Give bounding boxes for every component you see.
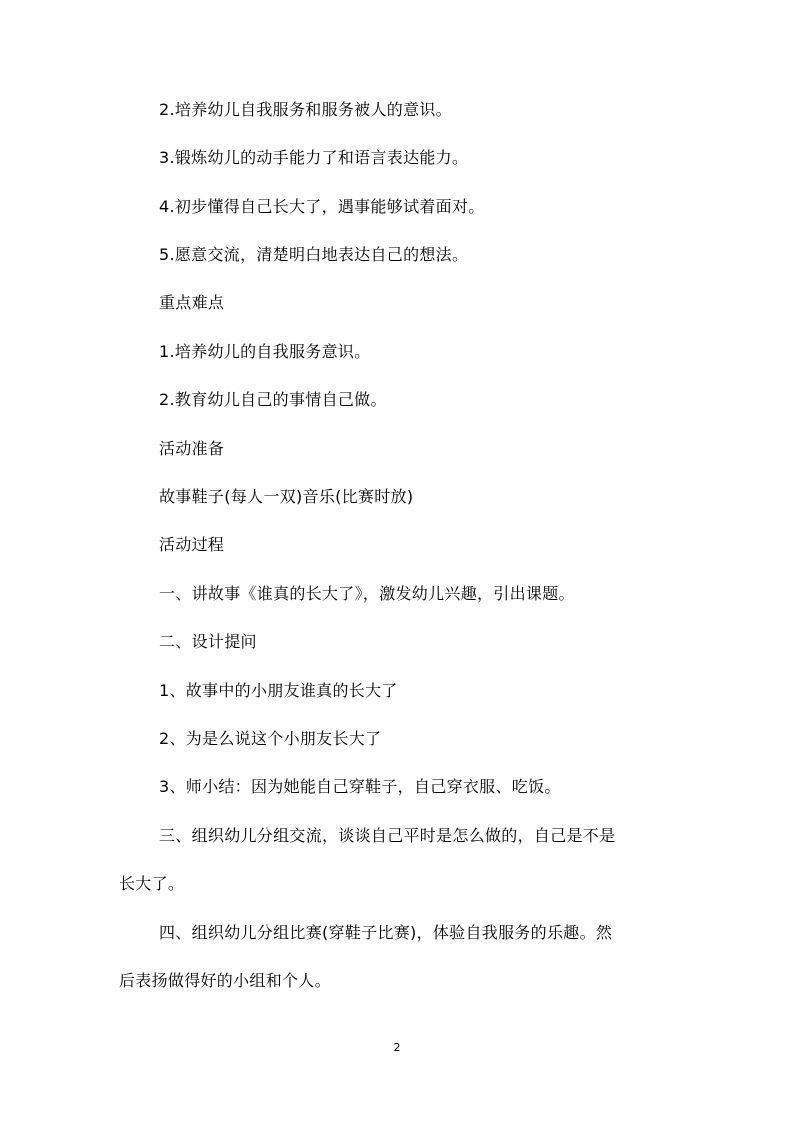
key-point-2: 2.教育幼儿自己的事情自己做。 xyxy=(159,390,387,409)
goal-item-2: 2.培养幼儿自我服务和服务被人的意识。 xyxy=(159,100,452,119)
section-heading-key-points: 重点难点 xyxy=(159,293,225,312)
section-heading-process: 活动过程 xyxy=(159,535,225,554)
goal-item-5: 5.愿意交流，清楚明白地表达自己的想法。 xyxy=(159,245,469,264)
process-step-2: 二、设计提问 xyxy=(159,632,257,651)
key-point-1: 1.培养幼儿的自我服务意识。 xyxy=(159,342,371,361)
preparation-text: 故事鞋子(每人一双)音乐(比赛时放) xyxy=(159,487,414,506)
process-step-4-continuation: 后表扬做得好的小组和个人。 xyxy=(119,971,331,990)
section-heading-preparation: 活动准备 xyxy=(159,439,225,458)
teacher-summary: 3、师小结：因为她能自己穿鞋子，自己穿衣服、吃饭。 xyxy=(159,777,561,796)
process-step-3-continuation: 长大了。 xyxy=(119,874,185,893)
goal-item-3: 3.锻炼幼儿的动手能力了和语言表达能力。 xyxy=(159,148,469,167)
question-1: 1、故事中的小朋友谁真的长大了 xyxy=(159,681,398,700)
process-step-4: 四、组织幼儿分组比赛(穿鞋子比赛)，体验自我服务的乐趣。然 xyxy=(159,923,613,942)
question-2: 2、为是么说这个小朋友长大了 xyxy=(159,729,382,748)
process-step-1: 一、讲故事《谁真的长大了》，激发幼儿兴趣，引出课题。 xyxy=(159,584,575,603)
page-number: 2 xyxy=(393,1041,401,1054)
goal-item-4: 4.初步懂得自己长大了，遇事能够试着面对。 xyxy=(159,197,485,216)
process-step-3: 三、组织幼儿分组交流，谈谈自己平时是怎么做的，自己是不是 xyxy=(159,826,616,845)
